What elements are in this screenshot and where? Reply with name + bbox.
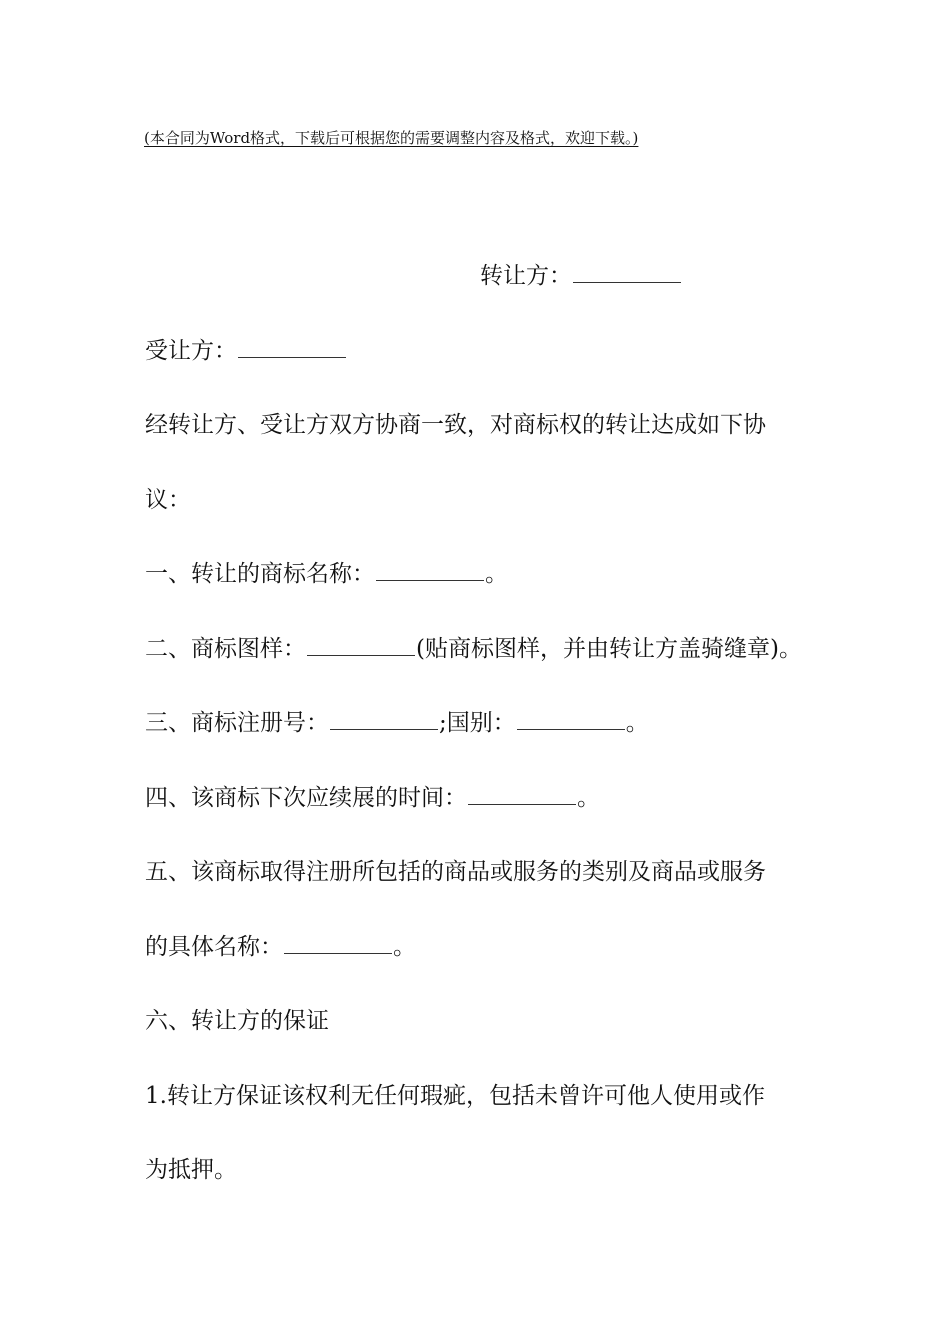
transferor-label: 转让方： <box>480 263 572 289</box>
item-1-line <box>145 558 508 590</box>
item-3-line <box>145 707 649 739</box>
word-format-notice[interactable]: (本合同为Word格式，下载后可根据您的需要调整内容及格式，欢迎下载。) <box>144 129 639 147</box>
intro-line-2: 议： <box>145 487 191 513</box>
item-3-mid: ;国别： <box>439 710 516 736</box>
country-blank <box>517 709 625 730</box>
trademark-name-blank <box>376 560 484 581</box>
item-1-end: 。 <box>485 561 508 587</box>
clause-1-line-1: 1.转让方保证该权利无任何瑕疵，包括未曾许可他人使用或作 <box>145 1083 765 1109</box>
item-4-line <box>145 782 600 814</box>
item-4-label: 四、该商标下次应续展的时间： <box>145 785 467 811</box>
intro-line-1: 经转让方、受让方双方协商一致，对商标权的转让达成如下协 <box>145 412 766 438</box>
transferor-blank <box>573 262 681 283</box>
item-2-end: (贴商标图样，并由转让方盖骑缝章)。 <box>416 636 802 662</box>
item-5-line-2 <box>145 931 416 963</box>
item-5-label: 的具体名称： <box>145 934 283 960</box>
item-6-heading: 六、转让方的保证 <box>145 1008 329 1034</box>
item-2-line <box>145 633 802 665</box>
item-2-label: 二、商标图样： <box>145 636 306 662</box>
renewal-time-blank <box>468 784 576 805</box>
item-3-label: 三、商标注册号： <box>145 710 329 736</box>
transferee-line <box>145 335 347 367</box>
goods-services-name-blank <box>284 933 392 954</box>
item-5-line-1: 五、该商标取得注册所包括的商品或服务的类别及商品或服务 <box>145 859 766 885</box>
item-1-label: 一、转让的商标名称： <box>145 561 375 587</box>
transferee-blank <box>238 337 346 358</box>
registration-number-blank <box>330 709 438 730</box>
clause-1-line-2: 为抵押。 <box>145 1157 237 1183</box>
item-4-end: 。 <box>577 785 600 811</box>
item-3-end: 。 <box>625 710 649 736</box>
transferor-line <box>480 260 682 292</box>
item-5-end: 。 <box>393 934 416 960</box>
transferee-label: 受让方： <box>145 338 237 364</box>
trademark-sample-blank <box>307 635 415 656</box>
